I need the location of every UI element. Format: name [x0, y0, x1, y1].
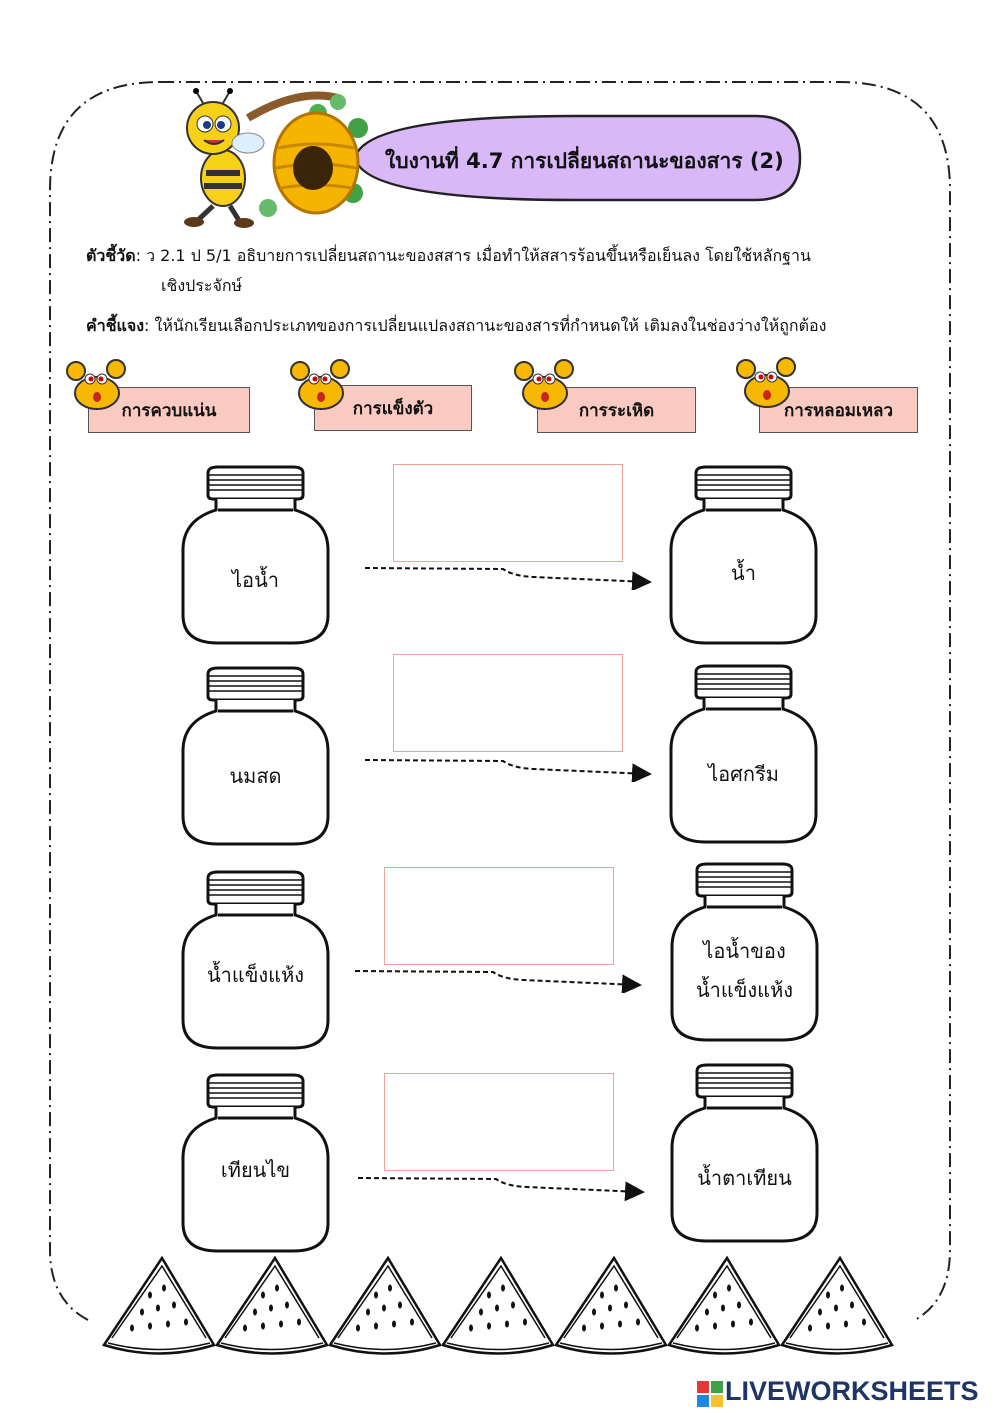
liveworksheets-brand: LIVEWORKSHEETS — [725, 1376, 979, 1406]
jar-icon — [178, 465, 333, 645]
bee-hive-illustration — [168, 88, 378, 228]
jar-icon — [178, 666, 333, 846]
option-sublimation[interactable]: การระเหิด — [537, 387, 696, 433]
instruction-text: : ให้นักเรียนเลือกประเภทของการเปลี่ยนแปลงสถานะของสารที่กำหนดให้ เติมลงในช่องว่างให้ถูกต้อง — [144, 316, 827, 335]
row-2-from: นมสด — [229, 764, 282, 788]
option-freezing[interactable]: การแข็งตัว — [314, 385, 472, 431]
row-2-to: ไอศกรีม — [708, 762, 779, 786]
row-4-arrow — [356, 1172, 651, 1202]
row-4-answer-box[interactable] — [384, 1073, 614, 1171]
row-1-from: ไอน้ำ — [232, 568, 279, 592]
row-4-to: น้ำตาเทียน — [697, 1166, 792, 1190]
indicator-text: : ว 2.1 ป 5/1 อธิบายการเปลี่ยนสถานะของสสาร เมื่อทำให้สสารร้อนขึ้นหรือเย็นลง โดยใช้หลักฐาน — [135, 246, 811, 265]
row-4-from: เทียนไข — [220, 1158, 291, 1182]
instruction-label: คำชี้แจง — [86, 316, 145, 335]
indicator-line-2: เชิงประจักษ์ — [161, 276, 243, 295]
row-1-arrow — [363, 560, 658, 590]
row-1-to: น้ำ — [731, 561, 756, 585]
indicator-label: ตัวชี้วัด — [86, 246, 136, 265]
row-2-arrow — [363, 752, 658, 782]
option-melting[interactable]: การหลอมเหลว — [759, 387, 918, 433]
crab-icon — [514, 357, 576, 415]
instruction-line — [86, 311, 826, 341]
crab-icon — [290, 357, 352, 415]
watermelon-border — [100, 1250, 900, 1360]
row-3-to-line-1: ไอน้ำของ — [703, 939, 786, 963]
liveworksheets-logo-icon — [697, 1381, 723, 1407]
row-2-answer-box[interactable] — [393, 654, 623, 752]
row-3-to-line-2: น้ำแข็งแห้ง — [695, 978, 794, 1002]
jar-icon — [667, 1063, 822, 1243]
row-3-from: น้ำแข็งแห้ง — [206, 963, 305, 987]
worksheet-title: ใบงานที่ 4.7 การเปลี่ยนสถานะของสาร (2) — [385, 149, 784, 173]
option-condensation[interactable]: การควบแน่น — [88, 387, 250, 433]
indicator-line-1 — [86, 241, 811, 271]
crab-icon — [66, 357, 128, 415]
jar-icon — [666, 664, 821, 844]
row-1-answer-box[interactable] — [393, 464, 623, 562]
row-3-arrow — [353, 963, 648, 993]
row-3-answer-box[interactable] — [384, 867, 614, 965]
crab-icon — [736, 355, 798, 413]
